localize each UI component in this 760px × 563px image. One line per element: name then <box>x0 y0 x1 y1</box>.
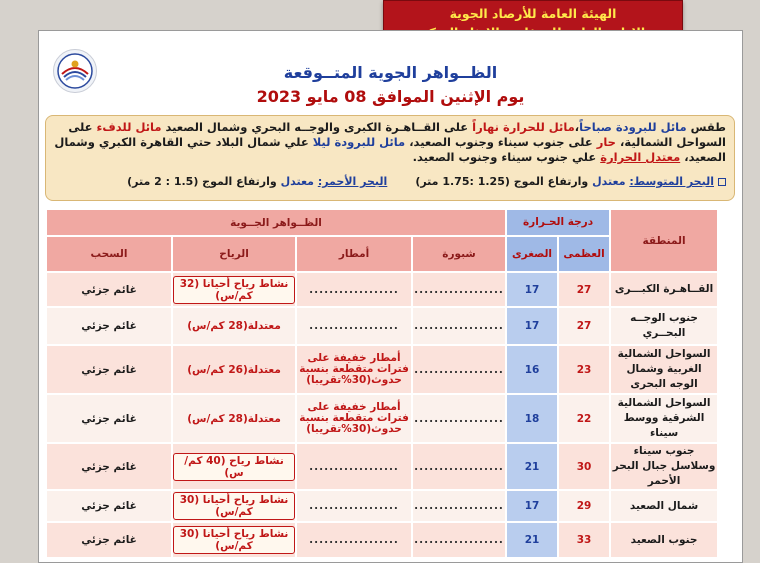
red-sea-wave: وارتفاع الموج (1.5 : 2 متر) <box>127 175 281 188</box>
weather-text-part: ، <box>574 120 580 134</box>
region-cell: جنوب سيناء وسلاسل جبال البحر الأحمر <box>610 443 718 490</box>
wind-cell <box>172 522 296 558</box>
region-cell: السواحل الشمالية الشرقية ووسط سيناء <box>610 394 718 443</box>
table-row <box>46 443 718 490</box>
wind-cell: معتدلة(26 كم/س) <box>172 345 296 394</box>
rain-cell: .................. <box>296 490 412 522</box>
max-temp-cell: 27 <box>558 307 610 345</box>
max-temp-cell: 30 <box>558 443 610 490</box>
rain-cell: .................. <box>296 443 412 490</box>
rain-cell: .................. <box>296 307 412 345</box>
max-temp-cell: 27 <box>558 272 610 307</box>
cloud-header: السحب <box>46 236 172 272</box>
weather-text-part: مائل للحرارة نهاراً <box>472 120 575 134</box>
table-row <box>46 490 718 522</box>
weather-text-part: مائل للبرودة ليلا <box>312 135 406 149</box>
med-sea-wave: وارتفاع الموج (1.25 :1.75 متر) <box>415 175 593 188</box>
min-temp-cell: 17 <box>506 272 558 307</box>
rain-cell: أمطار خفيفة على فترات متقطعة بنسبة حدوث(30%تقريبا) <box>296 345 412 394</box>
forecast-rows <box>46 272 718 558</box>
haze-cell: .................. <box>412 522 506 558</box>
table-row <box>46 394 718 443</box>
weather-text-part: علي شمال البلاد حتي القاهرة الكبري وشمال الصعيد، <box>54 135 726 164</box>
cloud-cell: غائم جزئي <box>46 307 172 345</box>
haze-cell: .................. <box>412 394 506 443</box>
min-temp-cell: 21 <box>506 443 558 490</box>
wind-badge: نشاط رياح أحيانا (30 كم/س) <box>173 526 295 554</box>
wind-cell: معتدلة(28 كم/س) <box>172 394 296 443</box>
forecast-table <box>45 208 719 559</box>
region-header: المنطقة <box>610 209 718 272</box>
haze-cell: .................. <box>412 443 506 490</box>
authority-name: الهيئة العامة للأرصاد الجوية <box>449 6 617 21</box>
haze-header: شبورة <box>412 236 506 272</box>
max-temp-cell: 29 <box>558 490 610 522</box>
wind-badge: نشاط رياح أحيانا (32 كم/س) <box>173 276 295 304</box>
weather-text-part: مائل للبرودة صباحاً <box>579 120 687 134</box>
min-temp-cell: 21 <box>506 522 558 558</box>
weather-text-part: على القــاهـرة الكبرى والوجــه البحري وشمال الصعيد <box>161 120 473 134</box>
table-row <box>46 272 718 307</box>
weather-summary <box>45 115 735 201</box>
max-temp-cell: 22 <box>558 394 610 443</box>
max-temp-cell: 33 <box>558 522 610 558</box>
weather-text-part: على السواحل الشمالية، <box>68 120 726 149</box>
checkbox-bullet-icon <box>718 178 726 186</box>
table-row <box>46 522 718 558</box>
cloud-cell: غائم جزئي <box>46 443 172 490</box>
min-temp-cell: 16 <box>506 345 558 394</box>
max-temp-cell: 23 <box>558 345 610 394</box>
table-row <box>46 345 718 394</box>
red-sea-label: البحر الأحمر: <box>317 175 388 188</box>
cloud-cell: غائم جزئي <box>46 394 172 443</box>
cloud-cell: غائم جزئي <box>46 272 172 307</box>
med-sea-state: معتدل <box>592 175 630 188</box>
haze-cell: .................. <box>412 272 506 307</box>
cloud-cell: غائم جزئي <box>46 522 172 558</box>
weather-text <box>54 120 726 165</box>
region-cell: جنوب الوجــه البحــري <box>610 307 718 345</box>
forecast-page <box>38 30 743 563</box>
wind-cell <box>172 443 296 490</box>
phenomena-header: الظــواهر الجــوية <box>46 209 506 236</box>
red-sea-state: معتدل <box>280 175 318 188</box>
haze-cell: .................. <box>412 490 506 522</box>
haze-cell: .................. <box>412 345 506 394</box>
max-temp-header: العظمى <box>558 236 610 272</box>
region-cell: القــاهـرة الكبـــرى <box>610 272 718 307</box>
min-temp-header: الصغرى <box>506 236 558 272</box>
wind-badge: نشاط رياح أحيانا (30 كم/س) <box>173 492 295 520</box>
wind-cell <box>172 490 296 522</box>
wind-cell <box>172 272 296 307</box>
wind-cell: معتدلة(28 كم/س) <box>172 307 296 345</box>
region-cell: السواحل الشمالية الغربية وشمال الوجه البحرى <box>610 345 718 394</box>
rain-cell: .................. <box>296 272 412 307</box>
cloud-cell: غائم جزئي <box>46 490 172 522</box>
wind-badge: نشاط رياح (40 كم/س) <box>173 453 295 481</box>
region-cell: جنوب الصعيد <box>610 522 718 558</box>
weather-text-part: مائل للدفء <box>96 120 162 134</box>
med-sea-label: البحر المتوسط: <box>629 175 714 188</box>
table-row <box>46 307 718 345</box>
haze-cell: .................. <box>412 307 506 345</box>
rain-header: أمطار <box>296 236 412 272</box>
cloud-cell: غائم جزئي <box>46 345 172 394</box>
wind-header: الرياح <box>172 236 296 272</box>
weather-text-part: حار <box>596 135 616 149</box>
weather-text-part: معتدل الحرارة <box>600 150 681 164</box>
rain-cell: أمطار خفيفة على فترات متقطعة بنسبة حدوث(30%تقريبا) <box>296 394 412 443</box>
forecast-date: يوم الإثنين الموافق 08 مايو 2023 <box>256 87 525 106</box>
region-cell: شمال الصعيد <box>610 490 718 522</box>
temperature-header: درجة الحـرارة <box>506 209 610 236</box>
min-temp-cell: 17 <box>506 307 558 345</box>
weather-text-part: علي جنوب سيناء وجنوب الصعيد. <box>412 150 601 164</box>
page-title: الظــواهر الجوية المتــوقعة <box>283 63 498 82</box>
min-temp-cell: 17 <box>506 490 558 522</box>
sea-state-line <box>54 174 726 189</box>
rain-cell: .................. <box>296 522 412 558</box>
min-temp-cell: 18 <box>506 394 558 443</box>
weather-text-part: على جنوب سيناء وجنوب الصعيد، <box>405 135 597 149</box>
weather-text-part: طقس <box>686 120 726 134</box>
